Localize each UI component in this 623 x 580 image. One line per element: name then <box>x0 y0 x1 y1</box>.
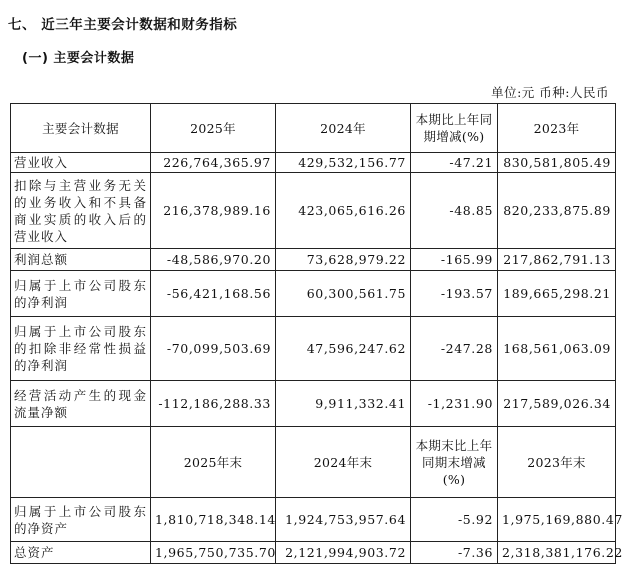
table-row <box>11 381 616 427</box>
value-2023: 217,862,791.13 <box>498 249 616 271</box>
value-2025: -70,099,503.69 <box>151 317 276 381</box>
row-label: 营业收入 <box>11 153 151 173</box>
value-2025: -48,586,970.20 <box>151 249 276 271</box>
value-change: -165.99 <box>411 249 498 271</box>
value-2025: -112,186,288.33 <box>151 381 276 427</box>
accounting-data-table <box>10 103 623 564</box>
row-label: 总资产 <box>11 542 151 564</box>
header-cell <box>11 427 151 498</box>
header-cell: 2024年 <box>276 104 411 153</box>
header-cell: 2023年 <box>498 104 616 153</box>
table-row <box>11 153 616 173</box>
table-row <box>11 498 616 542</box>
value-change: -48.85 <box>411 173 498 249</box>
row-label: 归属于上市公司股东的净资产 <box>11 498 151 542</box>
value-2024: 1,924,753,957.64 <box>276 498 411 542</box>
value-2023: 1,975,169,880.47 <box>498 498 616 542</box>
table-row <box>11 173 616 249</box>
value-2025: 1,810,718,348.14 <box>151 498 276 542</box>
row-label: 归属于上市公司股东的扣除非经常性损益的净利润 <box>11 317 151 381</box>
header-cell: 本期比上年同期增减(%) <box>411 104 498 153</box>
table-row <box>11 317 616 381</box>
value-2024: 9,911,332.41 <box>276 381 411 427</box>
table-row <box>11 249 616 271</box>
header-cell: 2025年 <box>151 104 276 153</box>
header-cell: 主要会计数据 <box>11 104 151 153</box>
unit-line: 单位:元 币种:人民币 <box>491 85 609 100</box>
header-cell: 本期末比上年同期末增减(%) <box>411 427 498 498</box>
row-label: 经营活动产生的现金流量净额 <box>11 381 151 427</box>
value-2025: 226,764,365.97 <box>151 153 276 173</box>
value-2023: 217,589,026.34 <box>498 381 616 427</box>
subsection-title: (一) 主要会计数据 <box>22 51 135 66</box>
section-title: 七、 近三年主要会计数据和财务指标 <box>8 17 238 33</box>
value-change: -5.92 <box>411 498 498 542</box>
table-row <box>11 542 616 564</box>
value-change: -47.21 <box>411 153 498 173</box>
value-2024: 47,596,247.62 <box>276 317 411 381</box>
row-label: 扣除与主营业务无关的业务收入和不具备商业实质的收入后的营业收入 <box>11 173 151 249</box>
value-change: -193.57 <box>411 271 498 317</box>
value-2023: 830,581,805.49 <box>498 153 616 173</box>
value-change: -247.28 <box>411 317 498 381</box>
value-2023: 189,665,298.21 <box>498 271 616 317</box>
value-2024: 2,121,994,903.72 <box>276 542 411 564</box>
table-header-row <box>11 427 616 498</box>
value-change: -7.36 <box>411 542 498 564</box>
value-change: -1,231.90 <box>411 381 498 427</box>
row-label: 归属于上市公司股东的净利润 <box>11 271 151 317</box>
value-2024: 60,300,561.75 <box>276 271 411 317</box>
value-2024: 429,532,156.77 <box>276 153 411 173</box>
value-2023: 168,561,063.09 <box>498 317 616 381</box>
value-2023: 2,318,381,176.22 <box>498 542 616 564</box>
value-2025: 1,965,750,735.70 <box>151 542 276 564</box>
header-cell: 2024年末 <box>276 427 411 498</box>
value-2024: 423,065,616.26 <box>276 173 411 249</box>
value-2023: 820,233,875.89 <box>498 173 616 249</box>
value-2024: 73,628,979.22 <box>276 249 411 271</box>
value-2025: 216,378,989.16 <box>151 173 276 249</box>
header-cell: 2023年末 <box>498 427 616 498</box>
table-header-row <box>11 104 616 153</box>
table-row <box>11 271 616 317</box>
header-cell: 2025年末 <box>151 427 276 498</box>
value-2025: -56,421,168.56 <box>151 271 276 317</box>
row-label: 利润总额 <box>11 249 151 271</box>
